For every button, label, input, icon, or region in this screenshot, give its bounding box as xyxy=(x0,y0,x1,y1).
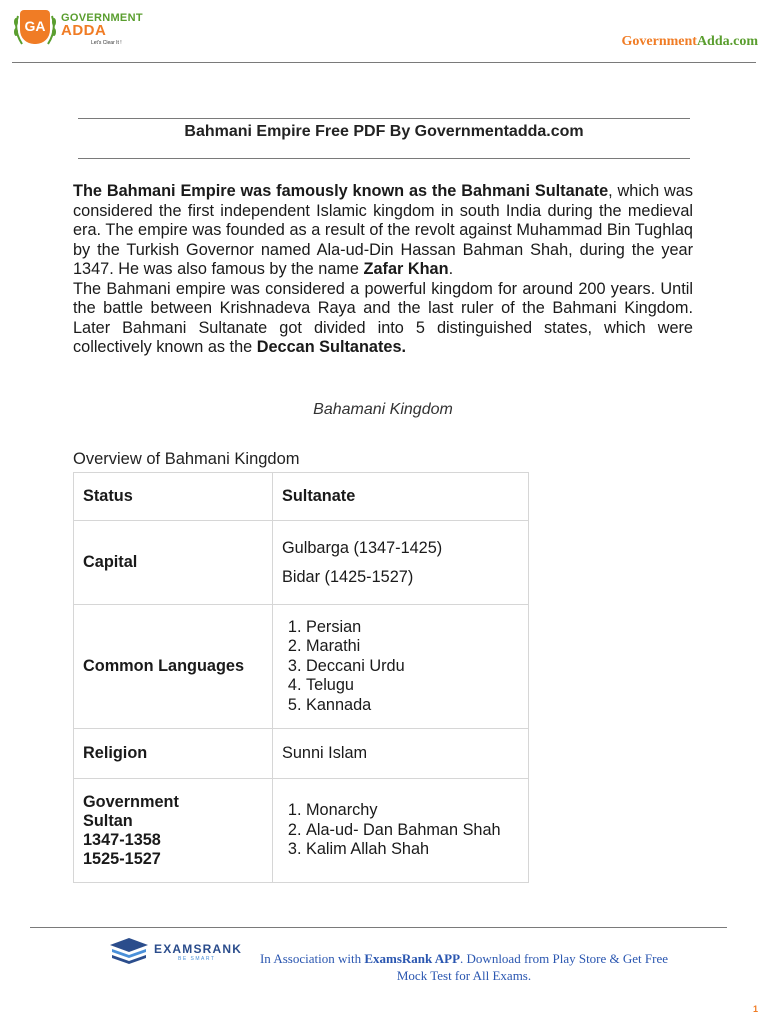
overview-heading: Overview of Bahmani Kingdom xyxy=(73,450,300,468)
overview-table xyxy=(73,472,529,883)
logo-word-top: GOVERNMENT xyxy=(61,12,143,24)
intro-text-1: , which was considered the first independent Islamic kingdom in south India during the medieval era. The empire was founded as a result of the revolt against Muhammad Bin Tughlaq by the Turkish Governor named Ala-ud-Din Hassan Bahman Shah, during the year 1347. He was also famous by the name xyxy=(73,182,693,278)
site-name[interactable] xyxy=(622,34,759,50)
capital-label: Capital xyxy=(74,521,273,605)
footer-divider xyxy=(30,927,727,928)
examsrank-brand: EXAMSRANK xyxy=(154,942,243,956)
intro-bold-lead: The Bahmani Empire was famously known as the Bahmani Sultanate xyxy=(73,182,609,200)
table-row-government xyxy=(74,779,529,883)
table-row-capital xyxy=(74,521,529,605)
logo-tagline: Let's Clear It ! xyxy=(91,40,122,46)
examsrank-logo[interactable] xyxy=(108,936,258,966)
table-row-status xyxy=(74,473,529,521)
title-rule-bottom xyxy=(78,158,690,159)
image-caption: Bahamani Kingdom xyxy=(313,401,453,418)
book-stack-icon xyxy=(108,936,150,964)
site-name-part1: Government xyxy=(621,34,697,49)
government-label xyxy=(74,779,273,883)
period-label-line: 1347-1358 xyxy=(83,830,161,849)
list-item: 3. Deccani Urdu xyxy=(306,657,519,677)
examsrank-app-link[interactable]: ExamsRank APP xyxy=(364,951,461,966)
religion-label: Religion xyxy=(74,729,273,779)
capital-value xyxy=(273,521,529,605)
title-rule-top xyxy=(78,118,690,119)
footer-text-post: . Download from Play Store & Get Free Mock Test for All Exams. xyxy=(396,951,669,983)
government-list xyxy=(282,801,519,860)
table-row-languages xyxy=(74,605,529,729)
list-item: 1. Monarchy xyxy=(306,801,519,821)
languages-value xyxy=(273,605,529,729)
intro-paragraph-1 xyxy=(73,182,693,280)
page-number: 1 xyxy=(752,1004,758,1014)
capital-gulbarga: Gulbarga (1347-1425) xyxy=(282,538,443,557)
list-item: 2. Ala-ud- Dan Bahman Shah xyxy=(306,821,519,841)
religion-value: Sunni Islam xyxy=(273,729,529,779)
footer-text-pre: In Association with xyxy=(259,951,365,966)
government-label-line: Government xyxy=(83,792,179,811)
list-item: 5. Kannada xyxy=(306,696,519,716)
status-label: Status xyxy=(74,473,273,521)
document-title: Bahmani Empire Free PDF By Governmentadda.com xyxy=(184,123,584,140)
government-value xyxy=(273,779,529,883)
list-item: 1. Persian xyxy=(306,618,519,638)
logo-word-main: ADDA xyxy=(61,22,107,39)
footer-association-text xyxy=(252,950,676,984)
list-item: 4. Telugu xyxy=(306,676,519,696)
capital-bidar: Bidar (1425-1527) xyxy=(282,567,414,586)
languages-label: Common Languages xyxy=(74,605,273,729)
logo-shield: GA xyxy=(20,10,50,44)
list-item: 3. Kalim Allah Shah xyxy=(306,840,519,860)
list-item: 2. Marathi xyxy=(306,637,519,657)
intro-paragraph-2 xyxy=(73,280,693,358)
intro-bold-deccan: Deccan Sultanates. xyxy=(256,338,407,356)
languages-list xyxy=(282,618,519,716)
site-name-part2: Adda.com xyxy=(696,34,758,49)
government-adda-logo xyxy=(12,8,147,50)
intro-bold-name: Zafar Khan xyxy=(363,260,449,278)
header-divider xyxy=(12,62,756,63)
sultan-label-line: Sultan xyxy=(83,811,133,830)
period-label-line: 1525-1527 xyxy=(83,849,161,868)
status-value: Sultanate xyxy=(273,473,529,521)
table-row-religion xyxy=(74,729,529,779)
examsrank-tagline: BE SMART xyxy=(178,956,216,962)
intro-period: . xyxy=(448,260,454,278)
intro-text-2: The Bahmani empire was considered a powerful kingdom for around 200 years. Until the battle between Krishnadeva Raya and the last ruler of the Bahmani Kingdom. Later Bahmani Sultanate got divided into 5 distinguished states, which were collectively known as the xyxy=(73,279,693,356)
intro-text xyxy=(73,182,693,358)
